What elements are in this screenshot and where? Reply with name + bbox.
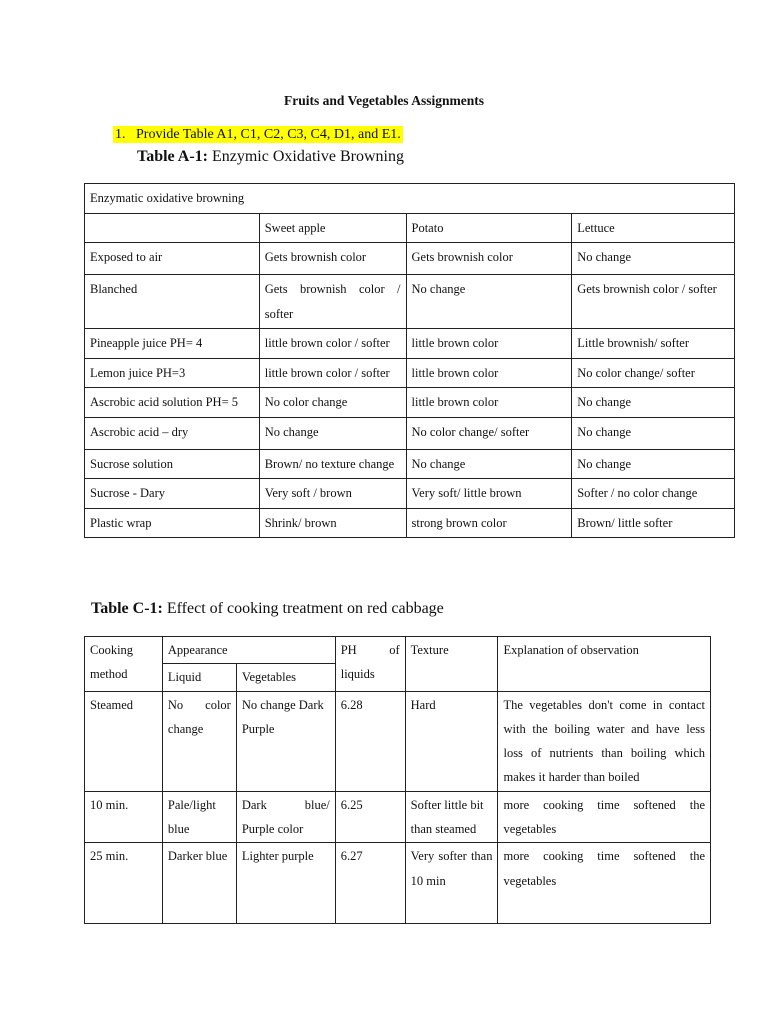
table-cell: No change xyxy=(572,417,735,449)
table-a-caption-text: Enzymic Oxidative Browning xyxy=(207,148,404,165)
table-c-header-appearance: Appearance xyxy=(162,637,335,664)
table-cell: little brown color xyxy=(406,388,572,418)
table-a-caption xyxy=(137,148,404,166)
table-cell: Very soft / brown xyxy=(259,479,406,509)
table-cell: No change xyxy=(572,243,735,275)
table-cell: Softer / no color change xyxy=(572,479,735,509)
table-cell: Dark blue/ Purple color xyxy=(236,791,335,843)
table-c-header-explanation: Explanation of observation xyxy=(498,637,711,692)
row-label: Ascrobic acid solution PH= 5 xyxy=(85,388,260,418)
table-cell: Gets brownish color / softer xyxy=(259,275,406,329)
table-row xyxy=(85,843,711,924)
table-cell: Lighter purple xyxy=(236,843,335,924)
table-row xyxy=(85,508,735,538)
table-cell: No color change xyxy=(162,691,236,791)
table-cell: 25 min. xyxy=(85,843,163,924)
table-cell: No change Dark Purple xyxy=(236,691,335,791)
document-title: Fruits and Vegetables Assignments xyxy=(284,93,484,108)
table-c-header-texture: Texture xyxy=(405,637,498,692)
table-cell: No color change/ softer xyxy=(572,358,735,388)
table-cell: Steamed xyxy=(85,691,163,791)
table-row xyxy=(85,388,735,418)
table-a-col-header: Sweet apple xyxy=(259,213,406,243)
table-row xyxy=(85,417,735,449)
table-cell: No change xyxy=(406,449,572,479)
table-cell: Softer little bit than steamed xyxy=(405,791,498,843)
row-label: Pineapple juice PH= 4 xyxy=(85,329,260,359)
table-row xyxy=(85,479,735,509)
table-c-header-vegetables: Vegetables xyxy=(236,664,335,691)
table-row xyxy=(85,243,735,275)
table-cell: No color change/ softer xyxy=(406,417,572,449)
table-cell: Hard xyxy=(405,691,498,791)
table-cell: Brown/ no texture change xyxy=(259,449,406,479)
table-c1 xyxy=(84,636,711,924)
row-label: Ascrobic acid – dry xyxy=(85,417,260,449)
table-a1 xyxy=(84,183,735,538)
table-a-column-headers xyxy=(85,213,735,243)
table-cell: 6.27 xyxy=(335,843,405,924)
table-c-header-method: Cooking method xyxy=(85,637,163,692)
table-cell: 10 min. xyxy=(85,791,163,843)
table-c-header-liquid: Liquid xyxy=(162,664,236,691)
table-a-col-header: Potato xyxy=(406,213,572,243)
row-label: Sucrose - Dary xyxy=(85,479,260,509)
table-row xyxy=(85,691,711,791)
table-cell: 6.25 xyxy=(335,791,405,843)
table-cell: Shrink/ brown xyxy=(259,508,406,538)
table-row xyxy=(85,329,735,359)
table-cell: Very softer than 10 min xyxy=(405,843,498,924)
table-cell: No color change xyxy=(259,388,406,418)
assignment-item xyxy=(113,125,403,145)
table-row xyxy=(85,275,735,329)
table-cell: Brown/ little softer xyxy=(572,508,735,538)
row-label: Exposed to air xyxy=(85,243,260,275)
table-c-header-ph: PH of liquids xyxy=(335,637,405,692)
table-cell: No change xyxy=(572,388,735,418)
table-cell: The vegetables don't come in contact with the boiling water and have less loss of nutrients than boiling which makes it harder than boiled xyxy=(498,691,711,791)
table-cell: little brown color xyxy=(406,329,572,359)
table-cell: No change xyxy=(406,275,572,329)
table-c-caption-text: Effect of cooking treatment on red cabbage xyxy=(162,600,444,617)
table-cell: Gets brownish color xyxy=(259,243,406,275)
table-cell: Darker blue xyxy=(162,843,236,924)
table-c-caption-label: Table C-1: xyxy=(91,600,163,617)
table-cell: No change xyxy=(572,449,735,479)
table-cell: more cooking time softened the vegetables xyxy=(498,791,711,843)
table-cell: more cooking time softened the vegetables xyxy=(498,843,711,924)
table-row xyxy=(85,449,735,479)
row-label: Lemon juice PH=3 xyxy=(85,358,260,388)
table-cell: Very soft/ little brown xyxy=(406,479,572,509)
table-row xyxy=(85,358,735,388)
table-c-caption xyxy=(91,600,444,618)
table-cell: little brown color xyxy=(406,358,572,388)
table-cell: Little brownish/ softer xyxy=(572,329,735,359)
row-label: Plastic wrap xyxy=(85,508,260,538)
table-cell: No change xyxy=(259,417,406,449)
row-label: Sucrose solution xyxy=(85,449,260,479)
table-a-col-header: Lettuce xyxy=(572,213,735,243)
row-label: Blanched xyxy=(85,275,260,329)
table-row xyxy=(85,791,711,843)
table-cell: Gets brownish color xyxy=(406,243,572,275)
table-cell: little brown color / softer xyxy=(259,329,406,359)
table-c-header-row xyxy=(85,637,711,664)
table-cell: little brown color / softer xyxy=(259,358,406,388)
item-text: Provide Table A1, C1, C2, C3, C4, D1, and E1. xyxy=(136,127,401,142)
table-a-corner xyxy=(85,213,260,243)
table-cell: 6.28 xyxy=(335,691,405,791)
highlighted-instruction xyxy=(113,126,403,143)
table-cell: Pale/light blue xyxy=(162,791,236,843)
item-number: 1. xyxy=(115,127,126,142)
table-cell: strong brown color xyxy=(406,508,572,538)
table-cell: Gets brownish color / softer xyxy=(572,275,735,329)
table-a-header: Enzymatic oxidative browning xyxy=(85,184,735,214)
table-a-caption-label: Table A-1: xyxy=(137,148,208,165)
